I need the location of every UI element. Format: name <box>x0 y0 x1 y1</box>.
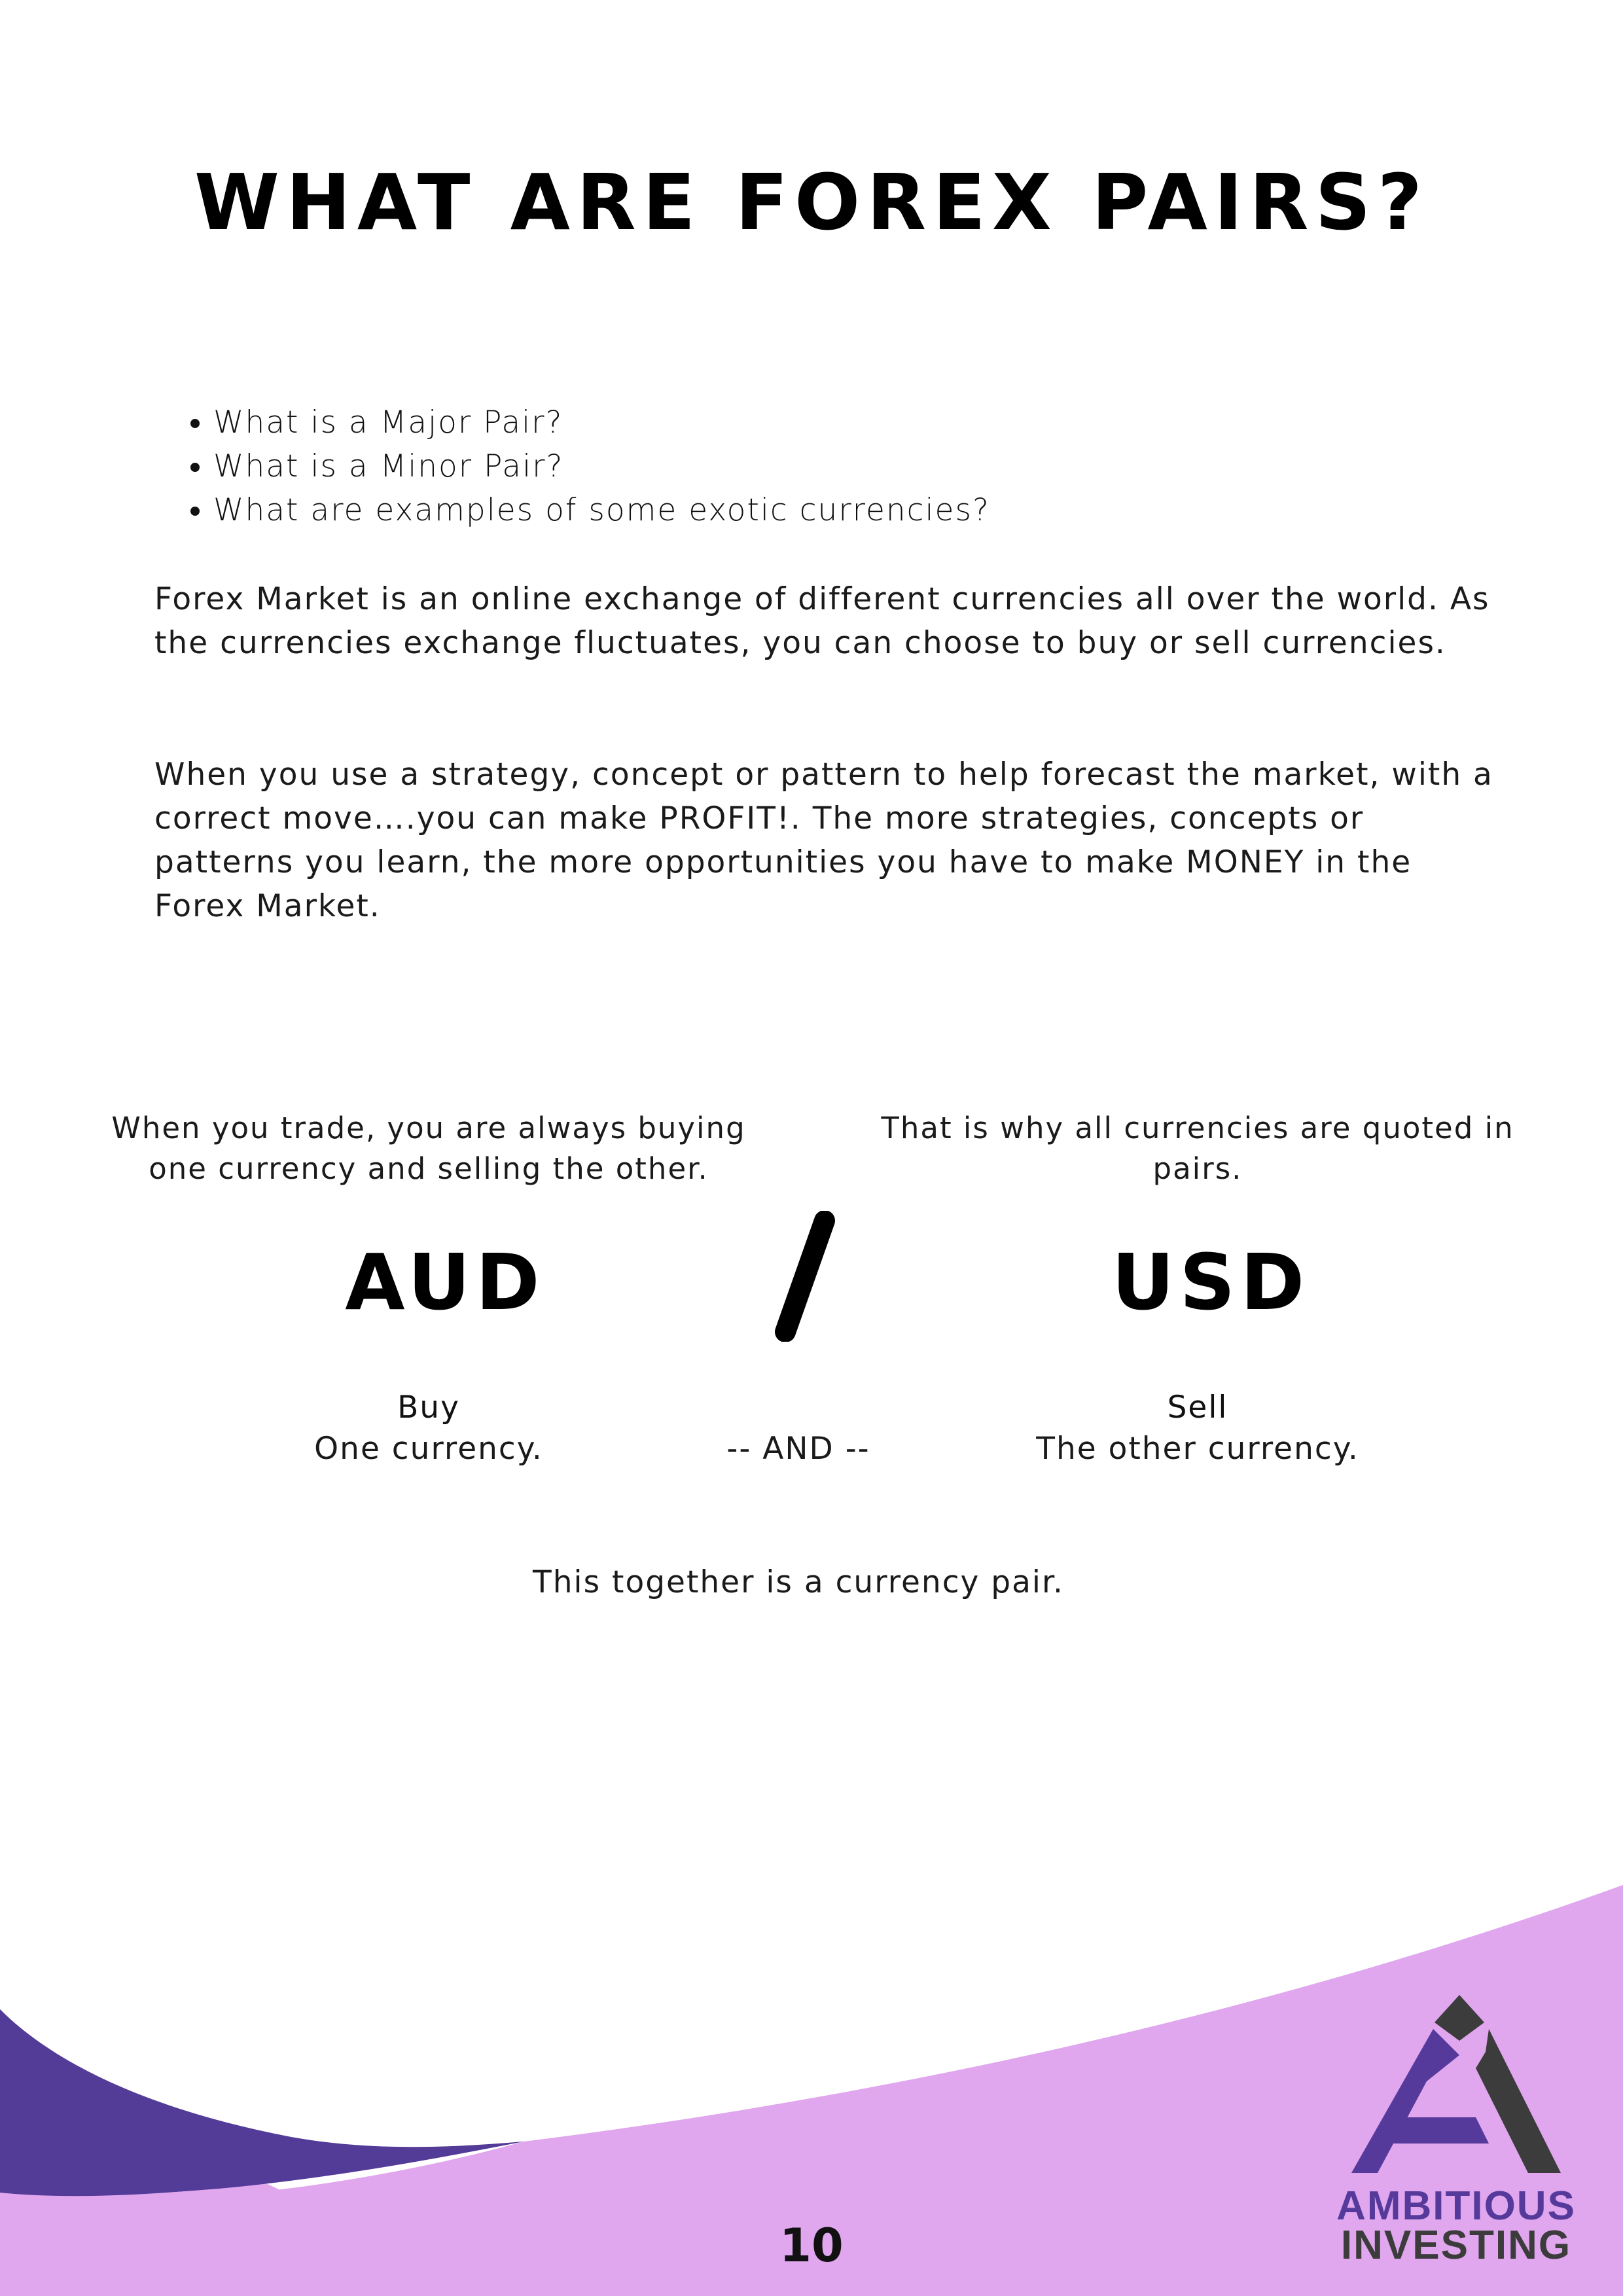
ambitious-investing-logo-icon <box>1335 1990 1577 2179</box>
logo-line-1: AMBITIOUS <box>1336 2183 1576 2229</box>
strategy-paragraph: When you use a strategy, concept or pattern to help forecast the market, with a correct move….you can make PROFIT!. The more strategies, concepts or patterns you learn, the more opportunities you have to make MONEY in the Forex Market. <box>154 757 1493 924</box>
and-connector: -- AND -- <box>726 1431 870 1467</box>
currency-pair-summary: This together is a currency pair. <box>533 1564 1064 1600</box>
sell-label: Sell <box>1167 1390 1228 1426</box>
buy-description: One currency. <box>314 1431 543 1467</box>
pairs-caption: That is why all currencies are quoted in pairs. <box>881 1111 1514 1186</box>
logo-line-2: INVESTING <box>1340 2223 1572 2268</box>
sell-description: The other currency. <box>1036 1431 1359 1467</box>
buy-label: Buy <box>397 1390 460 1426</box>
buying-caption: When you trade, you are always buying one currency and selling the other. <box>111 1111 746 1186</box>
page-title: WHAT ARE FOREX PAIRS? <box>194 157 1429 247</box>
quote-currency-code: USD <box>1111 1237 1310 1327</box>
list-item: • What is a Major Pair? <box>213 401 990 444</box>
list-item: • What is a Minor Pair? <box>213 444 990 488</box>
list-item: • What are examples of some exotic currencies? <box>213 488 990 532</box>
base-currency-code: AUD <box>345 1237 545 1327</box>
slash-icon <box>759 1211 838 1342</box>
page-number: 10 <box>779 2219 844 2272</box>
intro-paragraph: Forex Market is an online exchange of different currencies all over the world. As the currencies exchange fluctuates, you can choose to buy or sell currencies. <box>154 581 1490 661</box>
question-list <box>182 401 990 532</box>
